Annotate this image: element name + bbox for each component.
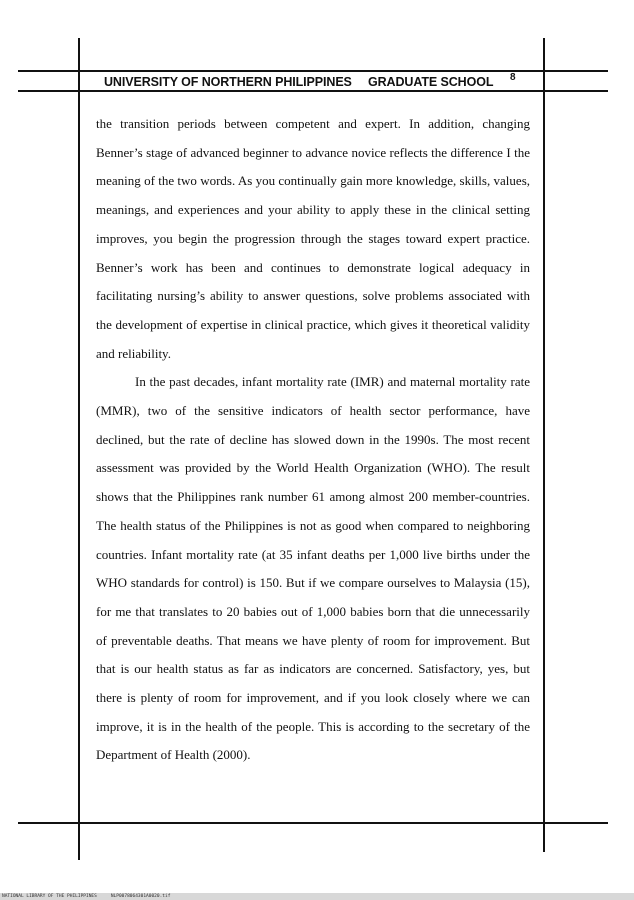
right-margin-rule [543, 38, 545, 852]
paragraph-continued: the transition periods between competent and expert. In addition, changing Benner’s stage of advanced beginner to advance novice reflects the difference I the meaning of the two words. As you continually gain more knowledge, skills, values, meanings, and experiences and your ability to apply these in the clinical setting improves, you begin the progression through the stages toward expert practice. Benner’s work has been and continues to demonstrate logical adequacy in facilitating nursing’s ability to answer questions, solve problems associated with the development of expertise in clinical practice, which gives it theoretical validity and reliability. [96, 116, 530, 361]
footer-rule [18, 822, 608, 824]
institution-name: UNIVERSITY OF NORTHERN PHILIPPINES [104, 75, 352, 89]
left-margin-rule [78, 38, 80, 860]
scan-footer [2, 893, 170, 900]
library-name: NATIONAL LIBRARY OF THE PHILIPPINES [2, 894, 97, 899]
page-header [104, 72, 524, 91]
school-name: GRADUATE SCHOOL [368, 75, 494, 89]
paragraph: In the past decades, infant mortality rate (IMR) and maternal mortality rate (MMR), two of the sensitive indicators of health sector performance, have declined, but the rate of decline has slowed down in the 1990s. The most recent assessment was provided by the World Health Organization (WHO). The result shows that the Philippines rank number 61 among almost 200 member-countries. The health status of the Philippines is not as good when compared to neighboring countries. Infant mortality rate (at 35 infant deaths per 1,000 live births under the WHO standards for control) is 150. But if we compare ourselves to Malaysia (15), for me that translates to 20 babies out of 1,000 babies born that die unnecessarily of preventable deaths. That means we have plenty of room for improvement. But that is our health status as far as indicators are concerned. Satisfactory, yes, but there is plenty of room for improvement, and if you look closely where we can improve, it is in the health of the people. This is according to the secretary of the Department of Health (2000). [96, 374, 530, 763]
body-text [96, 110, 530, 770]
file-code: NLP0078064301A0020.tif [110, 894, 171, 899]
page-number: 8 [510, 72, 516, 83]
header-top-rule [18, 70, 608, 72]
